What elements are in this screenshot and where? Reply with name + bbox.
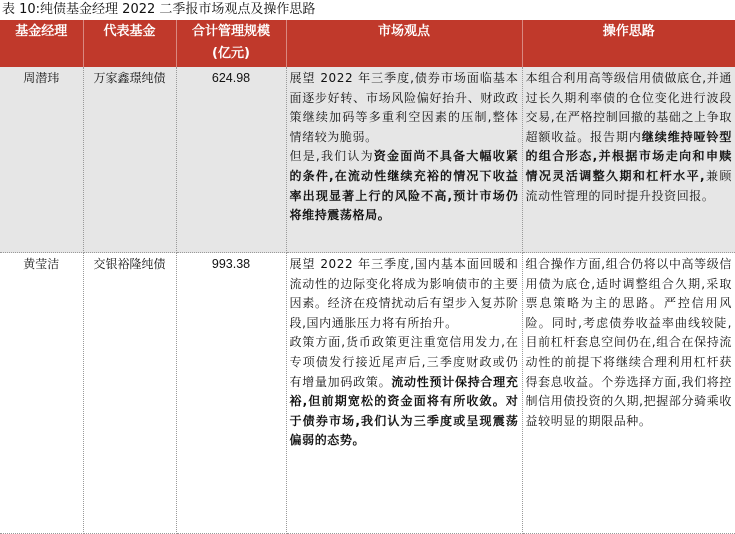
header-size-unit: (亿元) — [212, 46, 250, 61]
header-manager: 基金经理 — [0, 20, 83, 67]
table-row — [0, 67, 735, 253]
header-size — [176, 20, 286, 67]
strategy-text: 兼顾流动性管理的同时提升投资回报。 — [525, 168, 733, 203]
strategy-text: 组合操作方面,组合仍将以中高等级信用债为底仓,适时调整组合久期,采取票息策略为主的思路。严控信用风险。同时,考虑债券收益率曲线较陡,目前杠杆套息空间仍在,组合在保持流动性的前提下将继续合理利用杠杆获得套息收益。个券选择方面,我们将控制信用债投资的久期,把握部分骑乘收益较明显的期限品种。 — [525, 257, 732, 428]
fund-cell: 交银裕隆纯债 — [83, 253, 176, 534]
fund-cell: 万家鑫璟纯债 — [83, 67, 176, 253]
view-paragraph — [290, 147, 519, 225]
header-view: 市场观点 — [286, 20, 522, 67]
size-cell: 993.38 — [176, 253, 286, 534]
view-text: 但是,我们认为 — [289, 149, 374, 164]
manager-cell: 周潜玮 — [0, 67, 83, 253]
view-bold-text: 资金面尚不具备大幅收紧的条件,在流动性继续充裕的情况下收益率出现显著上行的风险不高,预计市场仍将维持震荡格局。 — [289, 149, 519, 223]
view-bold-text: 流动性预计保持合理充裕,但前期宽松的资金面将有所收敛。对于债券市场,我们认为三季度或呈现震荡偏弱的态势。 — [289, 374, 519, 448]
header-fund: 代表基金 — [83, 20, 176, 67]
view-paragraph: 展望 2022 年三季度,债券市场面临基本面逐步好转、市场风险偏好抬升、财政政策继续加码等多重利空因素的压制,整体情绪较为脆弱。 — [289, 71, 519, 144]
view-cell — [286, 67, 522, 253]
table-row — [0, 253, 735, 534]
view-cell — [286, 253, 522, 534]
view-paragraph: 展望 2022 年三季度,国内基本面回暖和流动性的边际变化将成为影响债市的主要因素。经济在疫情扰动后有望步入复苏阶段,国内通胀压力将有所抬升。 — [289, 257, 519, 330]
strategy-text: 本组合利用高等级信用债做底仓,并通过长久期利率债的仓位变化进行波段交易,在严格控制回撤的基础之上争取超额收益。报告期内 — [525, 71, 732, 144]
table-caption: 表 10:纯债基金经理 2022 二季报市场观点及操作思路 — [2, 2, 316, 17]
manager-cell: 黄莹洁 — [0, 253, 83, 534]
strategy-bold-text: 继续维持哑铃型的组合形态,并根据市场走向和申赎情况灵活调整久期和杠杆水平, — [525, 129, 733, 183]
header-size-label: 合计管理规模 — [191, 24, 270, 39]
strategy-cell — [522, 253, 735, 534]
view-text: 政策方面,货币政策更注重宽信用发力,在专项债发行接近尾声后,三季度财政或仍有增量加码政策。 — [289, 335, 519, 389]
view-paragraph — [290, 333, 519, 451]
fund-manager-table — [0, 20, 735, 534]
size-cell: 624.98 — [176, 67, 286, 253]
table-header-row — [0, 20, 735, 67]
header-strategy: 操作思路 — [522, 20, 735, 67]
strategy-cell — [522, 67, 735, 253]
